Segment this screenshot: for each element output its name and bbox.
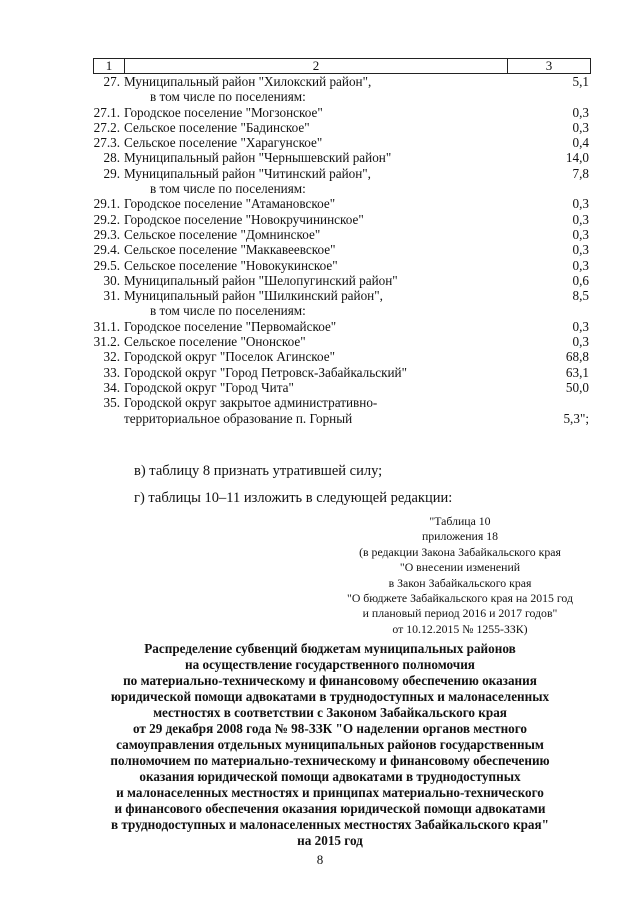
row-name: Городской округ "Город Петровск-Забайкальский" [124, 364, 407, 380]
row-value: 0,6 [572, 272, 589, 288]
table-row [93, 349, 591, 364]
row-name: Сельское поселение "Новокукинское" [124, 257, 338, 273]
instruction-g: г) таблицы 10–11 изложить в следующей редакции: [134, 490, 453, 506]
document-title [70, 641, 590, 849]
table-row [93, 150, 591, 165]
row-number [93, 181, 123, 196]
header-col-3: 3 [545, 58, 553, 73]
title-line: от 29 декабря 2008 года № 98-ЗЗК "О наделении органов местного [132, 721, 528, 736]
approval-line: и плановый период 2016 и 2017 годов" [362, 606, 558, 621]
row-name: Сельское поселение "Бадинское" [124, 119, 310, 135]
row-name: Сельское поселение "Маккавеевское" [124, 242, 336, 258]
row-name: Муниципальный район "Шилкинский район", [124, 288, 383, 304]
row-number: 29.1. [93, 196, 120, 212]
title-line: и финансового обеспечения оказания юридической помощи адвокатами [114, 801, 546, 816]
row-number: 27.1. [93, 104, 120, 120]
row-value: 0,3 [572, 257, 589, 273]
row-name: Сельское поселение "Домнинское" [124, 226, 321, 242]
title-line: юридической помощи адвокатами в труднодоступных и малонаселенных [110, 689, 550, 704]
row-number: 28. [103, 150, 120, 166]
row-name: Городское поселение "Могзонское" [124, 104, 323, 120]
title-line: местностях в соответствии с Законом Забайкальского края [153, 705, 507, 720]
row-value [506, 395, 591, 410]
approval-line: приложения 18 [421, 529, 499, 544]
row-value [532, 89, 591, 104]
row-number [93, 303, 123, 318]
row-name: Городское поселение "Новокручининское" [124, 211, 364, 227]
row-number [93, 411, 123, 426]
table-row [93, 365, 591, 380]
title-line: Распределение субвенций бюджетам муниципальных районов [144, 641, 516, 656]
table-row [93, 89, 591, 104]
row-name: Городской округ закрытое административно- [124, 395, 378, 411]
row-number: 31. [103, 288, 120, 304]
table-row [93, 181, 591, 196]
table-row [93, 120, 591, 135]
row-number: 29.5. [93, 257, 120, 273]
row-value: 0,3 [572, 196, 589, 212]
table-row [93, 395, 591, 410]
row-value: 7,8 [572, 165, 589, 181]
table-row [93, 288, 591, 303]
row-name: Городской округ "Город Чита" [124, 379, 294, 395]
table-row [93, 411, 591, 426]
row-value: 0,3 [572, 318, 589, 334]
title-line: полномочием по материально-техническому и финансовому обеспечению [110, 753, 550, 768]
row-name: Муниципальный район "Чернышевский район" [124, 150, 392, 166]
row-name: Городской округ "Поселок Агинское" [124, 349, 336, 365]
title-line: оказания юридической помощи адвокатами в труднодоступных [139, 769, 521, 784]
title-line: на 2015 год [297, 833, 363, 848]
subvention-table [93, 58, 591, 426]
approval-line: "О внесении изменений [399, 560, 521, 575]
row-value: 0,4 [572, 135, 589, 151]
row-name: Муниципальный район "Хилокский район", [124, 74, 372, 89]
table-row [93, 242, 591, 257]
row-number: 29. [103, 165, 120, 181]
table-row [93, 227, 591, 242]
row-value: 63,1 [565, 364, 589, 380]
row-number: 27.2. [93, 119, 120, 135]
row-value: 0,3 [572, 226, 589, 242]
approval-line: от 10.12.2015 № 1255-ЗЗК) [392, 621, 528, 636]
approval-block [330, 514, 590, 637]
table-row [93, 380, 591, 395]
approval-line: "О бюджете Забайкальского края на 2015 год [347, 591, 573, 606]
row-number: 31.2. [93, 334, 120, 350]
table-row [93, 334, 591, 349]
row-name: в том числе по поселениям: [150, 89, 306, 105]
table-row [93, 212, 591, 227]
table-row [93, 135, 591, 150]
table-row [93, 319, 591, 334]
header-col-1: 1 [94, 59, 125, 73]
table-row [93, 273, 591, 288]
title-line: самоуправления отдельных муниципальных районов государственным [116, 737, 544, 752]
page-number: 8 [316, 852, 324, 867]
table-row [93, 258, 591, 273]
row-name: Городское поселение "Первомайское" [124, 318, 337, 334]
row-number: 35. [103, 395, 120, 411]
row-number: 27.3. [93, 135, 120, 151]
table-row [93, 303, 591, 318]
row-name: Сельское поселение "Харагунское" [124, 135, 323, 151]
row-name: в том числе по поселениям: [150, 303, 306, 319]
row-number: 33. [103, 364, 120, 380]
row-value [532, 303, 591, 318]
row-number: 34. [103, 379, 120, 395]
title-line: и малонаселенных местностях и принципах материально-технического [116, 785, 544, 800]
row-name: Муниципальный район "Читинский район", [124, 165, 371, 181]
table-row [93, 74, 591, 89]
title-line: в труднодоступных и малонаселенных местностях Забайкальского края" [111, 817, 549, 832]
row-value: 0,3 [572, 104, 589, 120]
row-number [93, 89, 123, 104]
row-value: 68,8 [565, 349, 589, 365]
row-number: 31.1. [93, 318, 120, 334]
title-line: на осуществление государственного полномочия [185, 657, 475, 672]
row-value: 14,0 [565, 150, 589, 166]
row-value [532, 181, 591, 196]
approval-line: "Таблица 10 [429, 514, 491, 528]
row-name: Городское поселение "Атамановское" [124, 196, 336, 212]
row-value: 5,1 [572, 74, 589, 89]
row-value: 0,3 [572, 119, 589, 135]
row-value: 50,0 [565, 379, 589, 395]
row-value: 0,3 [572, 334, 589, 350]
row-number: 29.4. [93, 242, 120, 258]
row-value: 5,3"; [563, 410, 589, 426]
row-number: 27. [103, 74, 120, 89]
table-row [93, 166, 591, 181]
row-name: в том числе по поселениям: [150, 181, 306, 197]
row-name: Сельское поселение "Ононское" [124, 334, 306, 350]
row-value: 8,5 [572, 288, 589, 304]
instruction-v: в) таблицу 8 признать утратившей силу; [134, 463, 383, 479]
table-row [93, 105, 591, 120]
row-number: 29.3. [93, 226, 120, 242]
row-value: 0,3 [572, 242, 589, 258]
title-line: по материально-техническому и финансовому обеспечению оказания [123, 673, 537, 688]
approval-line: (в редакции Закона Забайкальского края [359, 544, 561, 559]
row-number: 30. [103, 272, 120, 288]
table-header [93, 58, 591, 74]
header-col-2: 2 [125, 59, 508, 73]
row-name: территориальное образование п. Горный [124, 410, 353, 426]
row-number: 32. [103, 349, 120, 365]
row-name: Муниципальный район "Шелопугинский район" [124, 272, 398, 288]
approval-line: в Закон Забайкальского края [388, 575, 532, 590]
table-row [93, 196, 591, 211]
row-number: 29.2. [93, 211, 120, 227]
table-body [93, 74, 591, 426]
row-value: 0,3 [572, 211, 589, 227]
